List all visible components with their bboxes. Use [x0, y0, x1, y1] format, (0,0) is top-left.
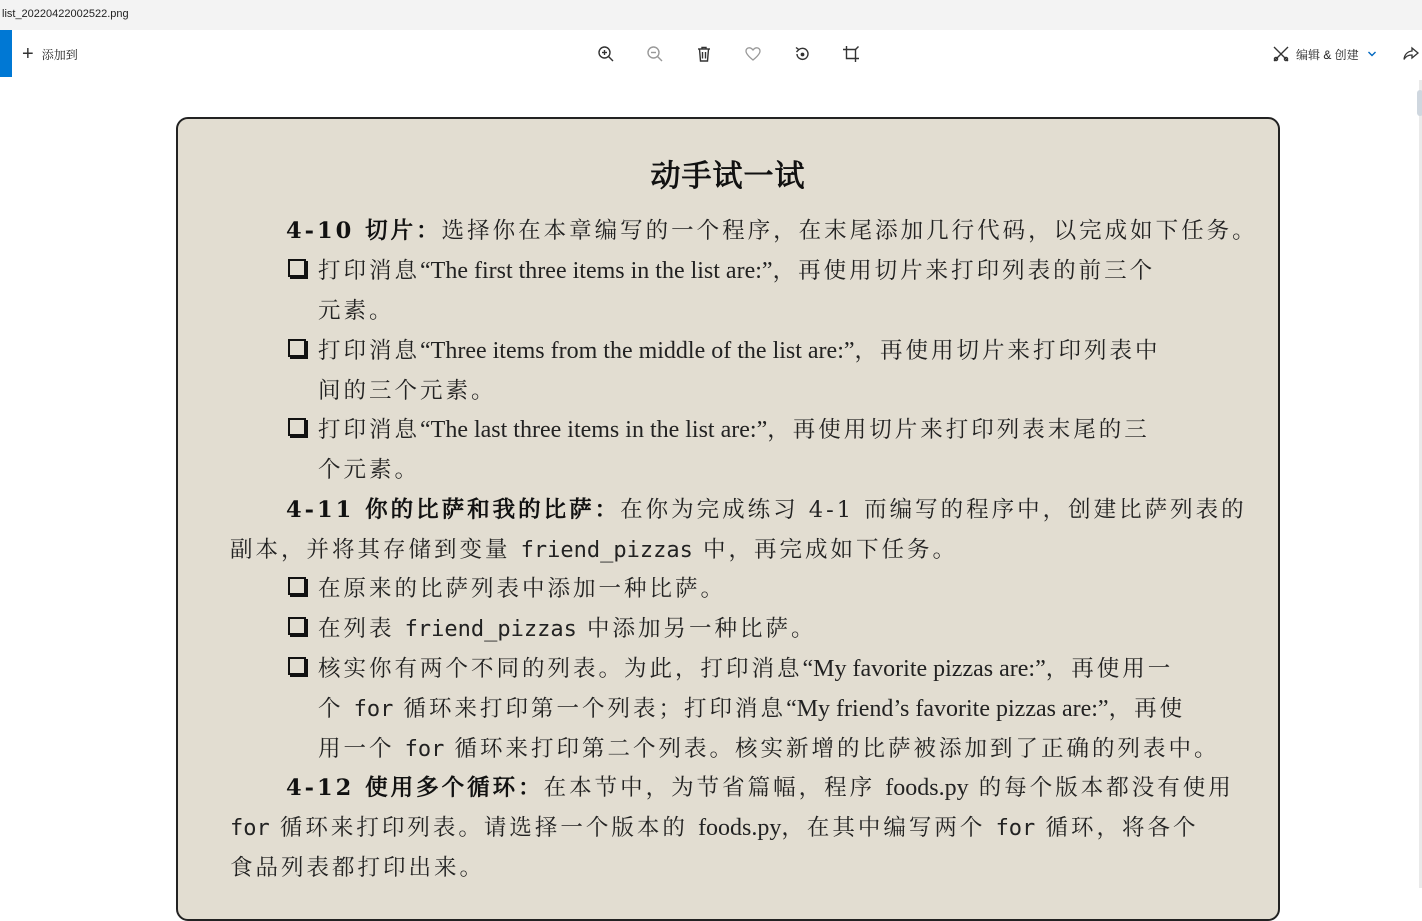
title-bar [0, 0, 1422, 30]
edit-create-icon [1272, 45, 1290, 63]
exercise-box [176, 117, 1280, 921]
list-item: 打印消息“The first three items in the list are:”，再使用切片来打印列表的前三个 [318, 258, 1156, 284]
list-item-continuation: 个 for 循环来打印第一个列表；打印消息“My friend’s favorite pizzas are:”，再使 [318, 696, 1186, 722]
checkbox-icon [288, 339, 306, 357]
toolbar [0, 30, 1422, 78]
exercise-4-11-intro: 4-11 你的比萨和我的比萨：在你为完成练习 4-1 而编写的程序中，创建比萨列表的 [286, 497, 1247, 523]
exercise-4-10-intro: 4-10 切片：选择你在本章编写的一个程序，在末尾添加几行代码，以完成如下任务。 [286, 218, 1258, 244]
list-item-continuation: 个元素。 [318, 457, 421, 483]
zoom-out-icon [646, 45, 664, 63]
list-item-continuation: 用一个 for 循环来打印第二个列表。核实新增的比萨被添加到了正确的列表中。 [318, 736, 1220, 762]
scroll-thumb[interactable] [1417, 90, 1422, 116]
checkbox-icon [288, 657, 306, 675]
share-icon[interactable] [1402, 45, 1420, 63]
list-item-continuation: 元素。 [318, 298, 395, 324]
list-item-continuation: 间的三个元素。 [318, 378, 497, 404]
list-item: 在列表 friend_pizzas 中添加另一种比萨。 [318, 616, 817, 642]
zoom-in-icon [597, 45, 615, 63]
favorite-button[interactable] [741, 42, 765, 66]
list-item: 打印消息“The last three items in the list are:”，再使用切片来打印列表末尾的三 [318, 417, 1150, 443]
plus-icon: + [22, 43, 34, 65]
crop-button[interactable] [839, 42, 863, 66]
rotate-icon [793, 45, 811, 63]
zoom-in-button[interactable] [594, 42, 618, 66]
delete-button[interactable] [692, 42, 716, 66]
add-to-label: 添加到 [41, 47, 78, 62]
exercise-4-12-intro: 4-12 使用多个循环：在本节中，为节省篇幅，程序 foods.py 的每个版本都没有使用 [286, 775, 1234, 801]
crop-icon [842, 45, 860, 63]
checkbox-icon [288, 577, 306, 595]
chevron-down-icon [1367, 49, 1377, 59]
paragraph-line: 食品列表都打印出来。 [230, 855, 486, 881]
checkbox-icon [288, 418, 306, 436]
checkbox-icon [288, 617, 306, 635]
paragraph-line: for 循环来打印列表。请选择一个版本的 foods.py，在其中编写两个 for 循环，将各个 [230, 815, 1199, 841]
list-item: 打印消息“Three items from the middle of the list are:”，再使用切片来打印列表中 [318, 338, 1161, 364]
list-item: 核实你有两个不同的列表。为此，打印消息“My favorite pizzas are:”，再使用一 [318, 656, 1174, 682]
exercise-number: 4-10 切片： [286, 218, 442, 244]
zoom-out-button[interactable] [643, 42, 667, 66]
window-title: list_20220422002522.png [2, 8, 129, 20]
edit-create-label: 编辑 & 创建 [1296, 47, 1359, 62]
exercise-number: 4-11 你的比萨和我的比萨： [286, 497, 621, 523]
list-item: 在原来的比萨列表中添加一种比萨。 [318, 576, 727, 602]
heart-icon [744, 45, 762, 63]
add-to-button[interactable] [22, 43, 78, 65]
side-panel-toggle[interactable] [0, 30, 12, 77]
exercise-number: 4-12 使用多个循环： [286, 775, 544, 801]
delete-icon [695, 45, 713, 63]
box-heading: 动手试一试 [650, 159, 806, 194]
rotate-button[interactable] [790, 42, 814, 66]
edit-create-button[interactable] [1272, 43, 1383, 65]
paragraph-line: 副本，并将其存储到变量 friend_pizzas 中，再完成如下任务。 [230, 537, 958, 563]
checkbox-icon [288, 259, 306, 277]
